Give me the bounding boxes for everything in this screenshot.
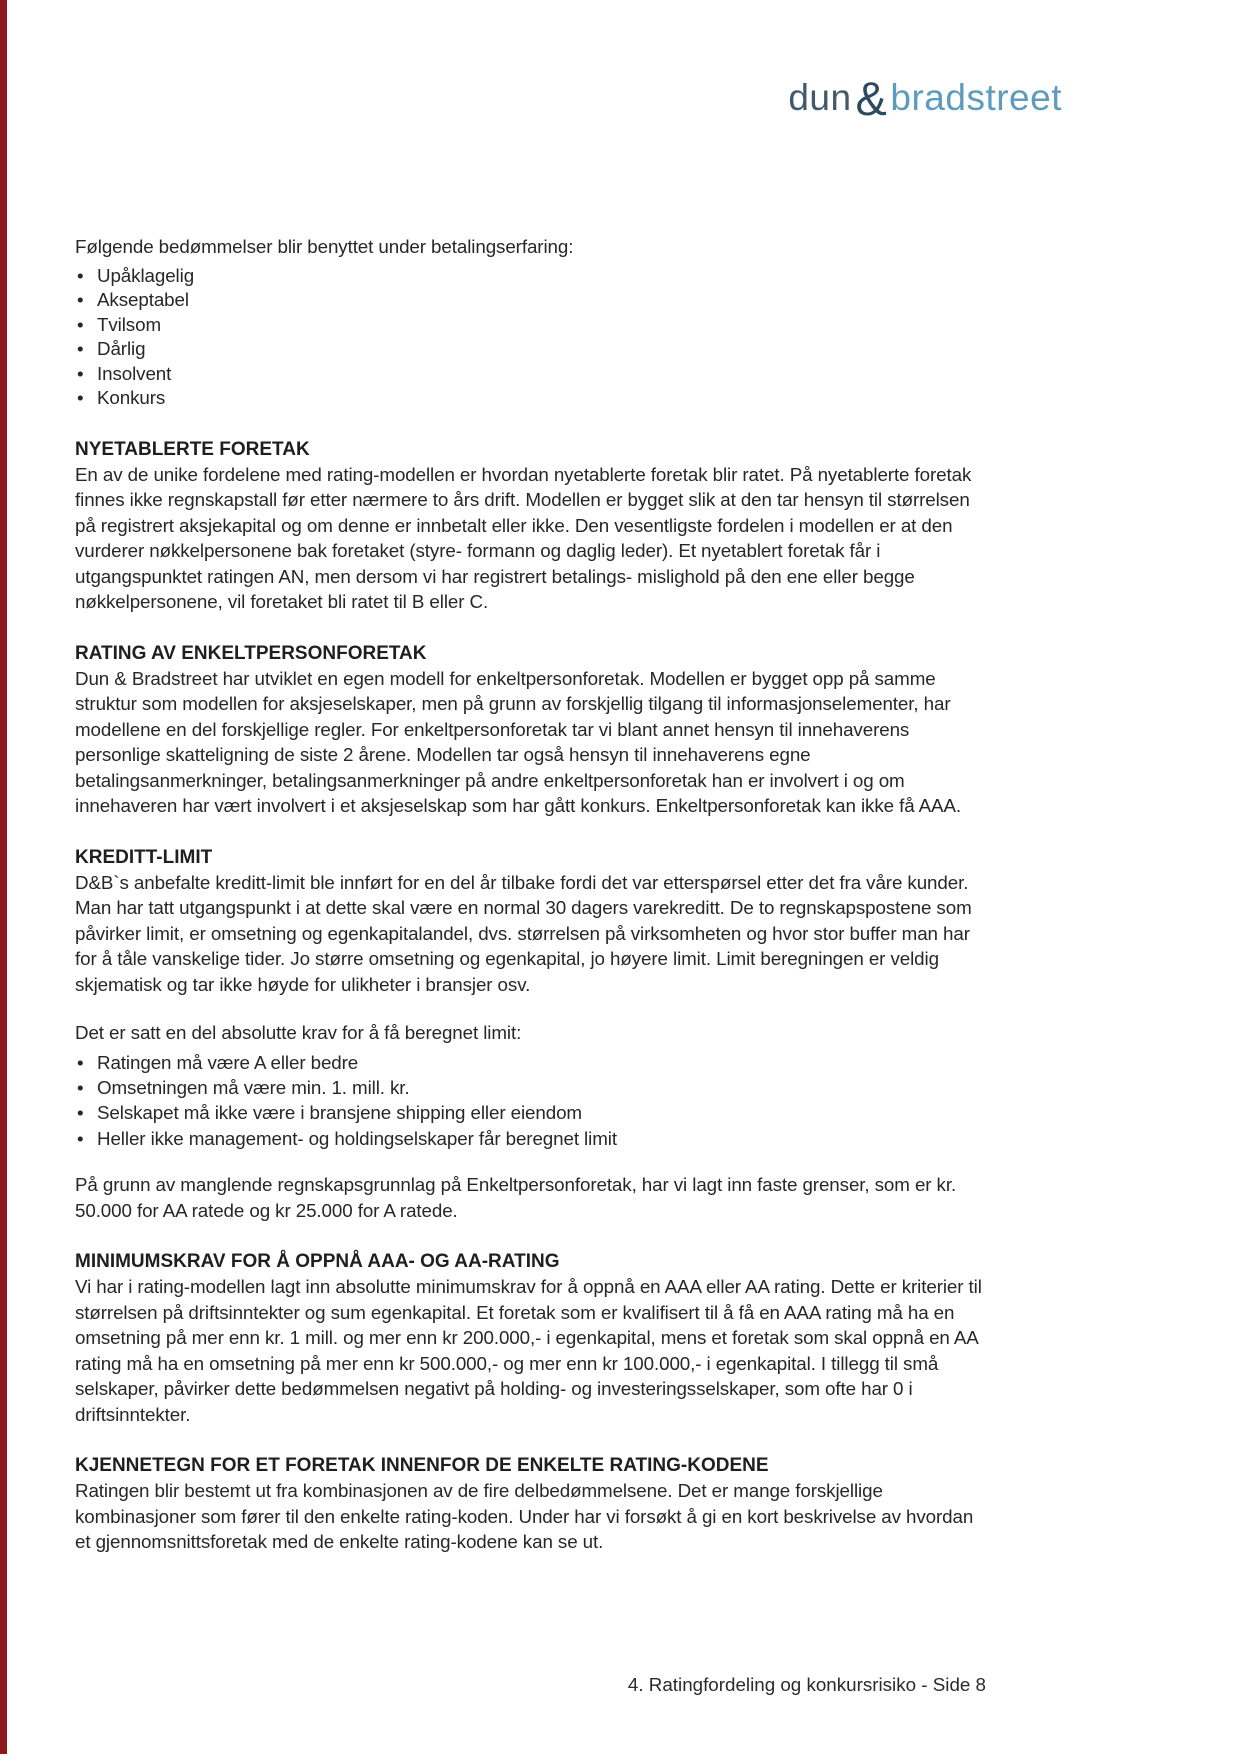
paragraph-kjennetegn: Ratingen blir bestemt ut fra kombinasjonen av de fire delbedømmelsene. Det er mange forskjellige kombinasjoner som fører til den enkelte rating-koden. Under har vi forsøkt å gi en kort beskrivelse av hvordan et gjennomsnittsforetak med de enkelte rating-kodene kan se ut. (75, 1480, 974, 1553)
list-item: • Akseptabel (75, 288, 991, 313)
paragraph-minimumskrav: Vi har i rating-modellen lagt inn absolutte minimumskrav for å oppnå en AAA eller AA rating. Dette er kriterier til størrelsen på driftsinntekter og sum egenkapital. Et foretak som er kvalifisert til å få en AAA rating må ha en omsetning på mer enn kr. 1 mill. og mer enn kr 200.000,- i egenkapital, mens et foretak som skal oppnå en AA rating må ha en omsetning på mer enn kr 500.000,- og mer enn kr 100.000,- i egenkapital. I tillegg til små selskaper, påvirker dette bedømmelsen negativt på holding- og investeringsselskaper, som ofte har 0 i driftsinntekter. (75, 1276, 982, 1425)
paragraph-krav-intro: Det er satt en del absolutte krav for å få beregnet limit: (75, 1022, 522, 1043)
logo-ampersand-icon: & (855, 72, 888, 125)
paragraph-nyetablerte: En av de unike fordelene med rating-modellen er hvordan nyetablerte foretak blir ratet. På nyetablerte foretak finnes ikke regnskapstall før etter nærmere to års drift. Modellen er bygget slik at den tar hensyn til størrelsen på registrert aksjekapital og om denne er innbetalt eller ikke. Den vesentligste fordelen i modellen er at den vurderer nøkkelpersonene bak foretaket (styre- formann og daglig leder). Et nyetablert foretak får i utgangspunktet ratingen AN, men dersom vi har registrert betalings- mislighold på den ene eller begge nøkkelpersonene, vil foretaket bli ratet til B eller C. (75, 463, 972, 612)
list-item: • Tvilsom (75, 313, 991, 338)
logo-dun: dun (788, 77, 852, 118)
section-heading-rating-enkeltpersonforetak: RATING AV ENKELTPERSONFORETAK (75, 642, 427, 664)
list-item: • Heller ikke management- og holdingselskaper får beregnet limit (75, 1126, 991, 1151)
section-heading-nyetablerte: NYETABLERTE FORETAK (75, 438, 310, 460)
rating-terms-bullet-list (75, 264, 991, 411)
list-item: • Insolvent (75, 362, 991, 387)
paragraph-faste-grenser: På grunn av manglende regnskapsgrunnlag på Enkeltpersonforetak, har vi lagt inn faste grenser, som er kr. 50.000 for AA ratede og kr 25.000 for A ratede. (75, 1174, 957, 1221)
list-item: • Omsetningen må være min. 1. mill. kr. (75, 1075, 991, 1100)
page-footer: 4. Ratingfordeling og konkursrisiko - Side 8 (627, 1674, 986, 1695)
brand-logo (788, 72, 1062, 125)
page-body (75, 234, 991, 1555)
logo-bradstreet: bradstreet (890, 77, 1062, 118)
limit-krav-bullet-list (75, 1050, 991, 1152)
list-item: • Konkurs (75, 386, 991, 411)
list-item: • Upåklagelig (75, 264, 991, 289)
list-item: • Ratingen må være A eller bedre (75, 1050, 991, 1075)
paragraph-rating-enkeltpersonforetak: Dun & Bradstreet har utviklet en egen modell for enkeltpersonforetak. Modellen er bygget opp på samme struktur som modellen for aksjeselskaper, men på grunn av forskjellig tilgang til informasjonselementer, har modellene en del forskjellige regler. For enkeltpersonforetak tar vi blant annet hensyn til innehaverens personlige skatteligning de siste 2 årene. Modellen tar også hensyn til innehaverens egne betalingsanmerkninger, betalingsanmerkninger på andre enkeltpersonforetak han er involvert i og om innehaveren har vært involvert i et aksjeselskap som har gått konkurs. Enkeltpersonforetak kan ikke få AAA. (75, 667, 962, 816)
intro-paragraph: Følgende bedømmelser blir benyttet under betalingserfaring: (75, 236, 574, 257)
list-item: • Selskapet må ikke være i bransjene shipping eller eiendom (75, 1100, 991, 1125)
paragraph-kreditt-limit: D&B`s anbefalte kreditt-limit ble innført for en del år tilbake fordi det var etterspørsel etter det fra våre kunder. Man har tatt utgangspunkt i at dette skal være en normal 30 dagers varekreditt. De to regnskapspostene som påvirker limit, er omsetning og egenkapitalandel, dvs. størrelsen på virksomheten og hvor stor buffer man har for å tåle vanskelige tider. Jo større omsetning og egenkapital, jo høyere limit. Limit beregningen er veldig skjematisk og tar ikke høyde for ulikheter i bransjer osv. (75, 871, 972, 995)
page-edge-accent (0, 0, 7, 1754)
list-item: • Dårlig (75, 337, 991, 362)
section-heading-kjennetegn: KJENNETEGN FOR ET FORETAK INNENFOR DE ENKELTE RATING-KODENE (75, 1455, 769, 1477)
section-heading-minimumskrav: MINIMUMSKRAV FOR Å OPPNÅ AAA- OG AA-RATING (75, 1251, 560, 1273)
section-heading-kreditt-limit: KREDITT-LIMIT (75, 846, 213, 868)
